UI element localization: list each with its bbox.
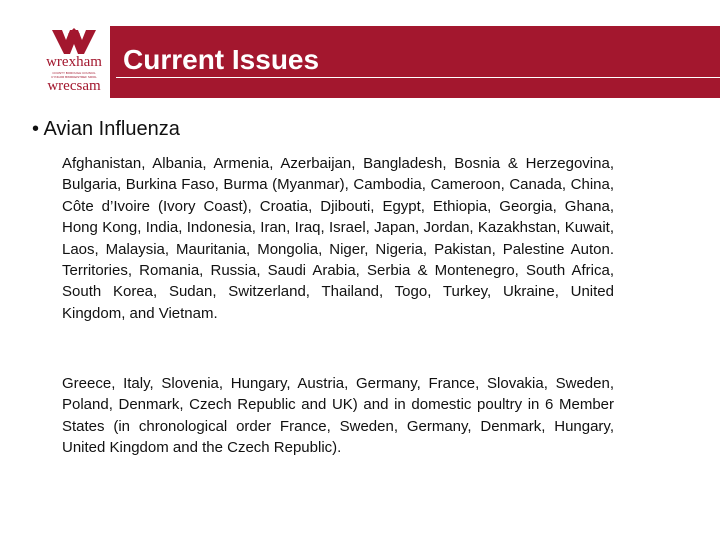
country-list-paragraph: Afghanistan, Albania, Armenia, Azerbaijan, Bangladesh, Bosnia & Herzegovina, Bulgaria, Burkina Faso, Burma (Myanmar), Cambodia, Cameroon, Canada, China, Côte d’Ivoire (Ivory Coast), Croatia, Djibouti, Egypt, Ethiopia, Georgia, Ghana, Hong Kong, India, Indonesia, Iran, Iraq, Israel, Japan, Jordan, Kazakhstan, Kuwait, Laos, Malaysia, Mauritania, Mongolia, Niger, Nigeria, Pakistan, Palestine Auton. Territories, Romania, Russia, Saudi Arabia, Serbia & Montenegro, South Africa, South Korea, Sudan, Switzerland, Thailand, Togo, Turkey, Ukraine, United Kingdom, and Vietnam. — [62, 155, 614, 322]
logo-small-text-2: CYNGOR BWRDEISTREF SIROL — [51, 75, 97, 79]
logo-text-wrecsam: wrecsam — [47, 78, 101, 94]
logo-small-text-1: COUNTY BOROUGH COUNCIL — [52, 71, 96, 75]
dragon-emblem-icon — [50, 28, 98, 56]
header-divider — [116, 77, 720, 78]
logo-text-wrexham: wrexham — [46, 54, 102, 70]
page-title: Current Issues — [123, 44, 320, 75]
wrexham-logo — [38, 26, 110, 98]
bullet-heading: • Avian Influenza — [32, 118, 180, 140]
eu-outbreak-paragraph: Greece, Italy, Slovenia, Hungary, Austria, Germany, France, Slovakia, Sweden, Poland, Denmark, Czech Republic and UK) and in domestic poultry in 6 Member States (in chronological order France, Sweden, Germany, Denmark, Hungary, United Kingdom and the Czech Republic). — [62, 375, 614, 457]
